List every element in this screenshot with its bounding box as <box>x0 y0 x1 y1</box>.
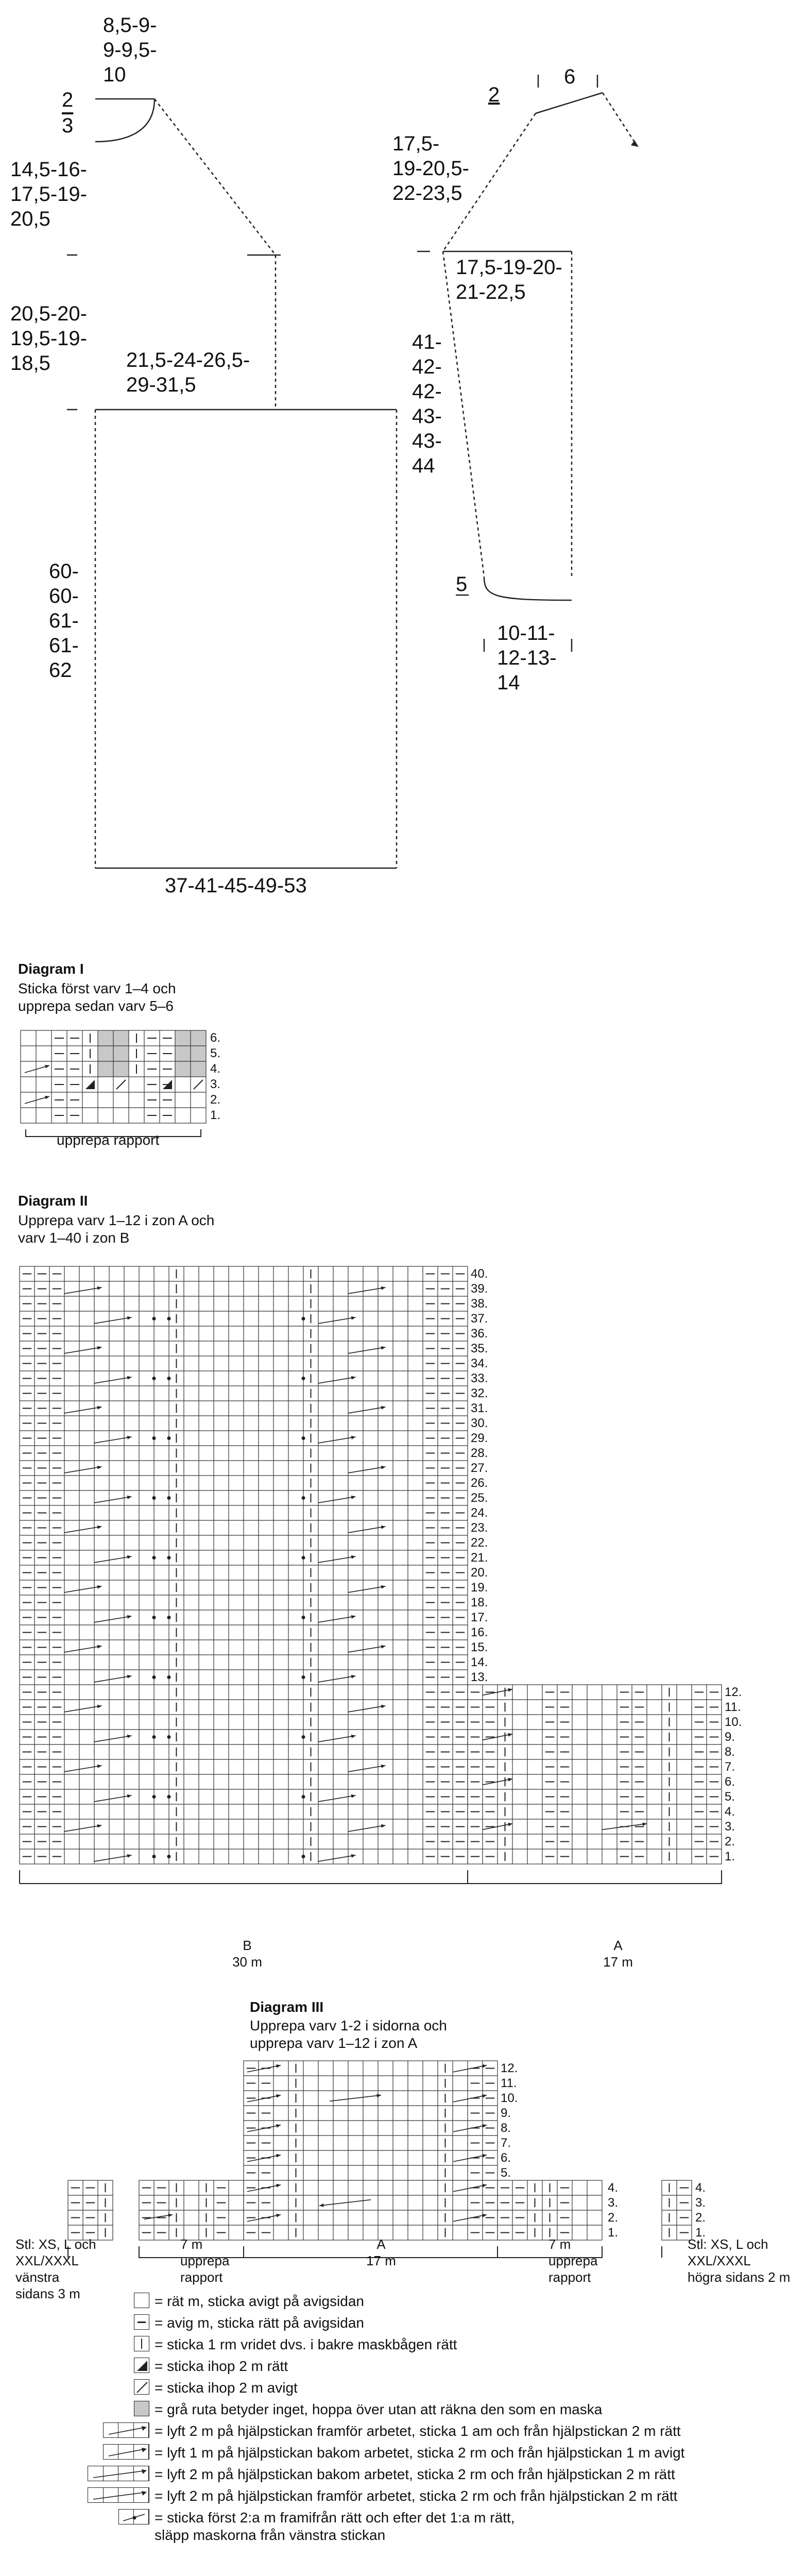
sleeve-top-width: 6 <box>564 65 576 88</box>
diagram2-row-number: 30. <box>471 1416 488 1430</box>
blank-icon <box>57 2293 155 2308</box>
cable-arrow <box>453 2095 487 2102</box>
diagram2-row-number: 17. <box>471 1611 488 1624</box>
arrow-head <box>351 1854 356 1858</box>
cable-arrow <box>318 1616 356 1622</box>
legend-text: = sticka ihop 2 m avigt <box>155 2380 298 2396</box>
grey-cell <box>175 1030 191 1046</box>
dot-mark <box>167 1436 171 1440</box>
diagram2-desc: Upprepa varv 1–12 i zon A och varv 1–40 i zon B <box>18 1212 215 1246</box>
arrow-head <box>351 1735 356 1738</box>
diagram2-row-number: 3. <box>725 1820 735 1834</box>
diagram1-row-number: 2. <box>210 1093 221 1107</box>
arrow-head <box>508 1733 512 1737</box>
dot-mark <box>302 1675 305 1679</box>
legend-row <box>57 2422 798 2444</box>
arrow-head <box>381 1824 386 1828</box>
arrow-head <box>97 1765 102 1768</box>
arrow-head <box>351 1675 356 1679</box>
arrow-head <box>127 1794 132 1798</box>
diagram2-row-number: 33. <box>471 1371 488 1385</box>
diagram3-row-number: 9. <box>501 2106 511 2120</box>
body-length-label: 60- 60- 61- 61- 62 <box>49 560 79 682</box>
diagram3-row-number: 10. <box>501 2091 518 2105</box>
shoulder-width-label: 8,5-9- 9-9,5- 10 <box>103 14 157 86</box>
arrow-head <box>642 1822 647 1826</box>
cable-arrow <box>348 1706 386 1712</box>
legend-text: = sticka först 2:a m framifrån rätt och efter det 1:a m rätt, släpp maskorna från vänstra stickan <box>155 2510 515 2543</box>
dot-mark <box>302 1616 305 1619</box>
cable-arrow <box>318 1795 356 1802</box>
arrow-head <box>276 2064 281 2068</box>
legend-text: = grå ruta betyder inget, hoppa över utan att räkna den som en maska <box>155 2401 603 2417</box>
arrow-head <box>276 2154 281 2158</box>
arrow-head <box>276 2124 281 2128</box>
legend-row <box>57 2314 798 2336</box>
dot-mark <box>302 1377 305 1380</box>
diagram3-row-number: 1. <box>695 2226 706 2240</box>
arrow-head <box>351 1555 356 1559</box>
p2tog-mark <box>194 1080 203 1089</box>
arrow-head <box>127 1735 132 1738</box>
diagram3-left-side: Stl: XS, L och XXL/XXXL vänstra sidans 3 m <box>15 2236 96 2301</box>
cable-arrow <box>318 1556 356 1563</box>
diagram2-zone-a-grid <box>468 1685 722 1864</box>
cable-arrow <box>64 1766 102 1772</box>
arrow-head <box>482 2124 487 2128</box>
cable-arrow <box>348 1586 386 1592</box>
k2tog-icon <box>57 2358 155 2373</box>
dot-mark <box>152 1496 156 1500</box>
diagram3-right-side: Stl: XS, L och XXL/XXXL högra sidans 2 m <box>688 2236 791 2285</box>
dot-mark <box>152 1616 156 1619</box>
arrow-head <box>482 2184 487 2188</box>
cable-arrow <box>64 1825 102 1832</box>
dot-mark <box>302 1795 305 1799</box>
neck-depth-bottom: 3 <box>62 114 74 137</box>
p2tog-icon <box>57 2379 155 2395</box>
cable-arrow <box>453 2125 487 2132</box>
dot-mark <box>152 1855 156 1858</box>
diagram3-row-number: 2. <box>695 2211 706 2225</box>
diagram3-row-number: 3. <box>695 2196 706 2210</box>
arrow-head <box>482 2094 487 2098</box>
cuff-width-label: 10-11- 12-13- 14 <box>497 622 557 694</box>
diagram2-row-number: 10. <box>725 1715 742 1729</box>
diagram3-row-number: 12. <box>501 2061 518 2075</box>
legend-row <box>57 2444 798 2466</box>
cable-arrow <box>64 1646 102 1652</box>
arrow-head <box>381 1286 386 1290</box>
cable-arrow <box>318 1736 356 1742</box>
dot-mark <box>302 1556 305 1560</box>
grey-cell <box>175 1046 191 1061</box>
arrow-head <box>381 1585 386 1589</box>
arrow-head <box>97 1346 102 1350</box>
cable-arrow <box>64 1467 102 1473</box>
dot-mark <box>302 1855 305 1858</box>
legend-text: = rät m, sticka avigt på avigsidan <box>155 2293 364 2309</box>
cable-arrow <box>318 1855 356 1861</box>
diagram3-row-number: 5. <box>501 2166 511 2180</box>
cable-arrow <box>318 1377 356 1383</box>
diagram3-row-number: 2. <box>608 2211 619 2225</box>
diagram2-row-number: 23. <box>471 1521 488 1535</box>
side-upper-label: 20,5-20- 19,5-19- 18,5 <box>10 302 87 375</box>
arrow-head <box>127 1615 132 1619</box>
arrow-head <box>97 1286 102 1290</box>
diagram3-desc: Upprepa varv 1-2 i sidorna och upprepa varv 1–12 i zon A <box>250 2018 447 2051</box>
diagram1-footer: upprepa rapport <box>57 1132 160 1148</box>
diagram2-row-number: 34. <box>471 1357 488 1370</box>
arrow-head <box>381 1526 386 1529</box>
grey-cell <box>191 1046 206 1061</box>
diagram1-chart <box>15 1025 232 1144</box>
diagram3-row-number: 11. <box>501 2076 517 2090</box>
grey-cell <box>113 1061 129 1077</box>
legend-row <box>57 2293 798 2314</box>
arrow-head <box>45 1065 49 1069</box>
cable-arrow <box>94 1497 132 1503</box>
sleeve-cap-label: 17,5- 19-20,5- 22-23,5 <box>392 132 469 205</box>
cable-arrow <box>64 1706 102 1712</box>
arrow-head <box>97 1824 102 1828</box>
diagram2-row-number: 39. <box>471 1282 488 1296</box>
dot-mark <box>167 1795 171 1799</box>
diagram2-row-number: 1. <box>725 1850 735 1863</box>
cable-arrow <box>348 1527 386 1533</box>
diagram1-row-number: 1. <box>210 1108 221 1122</box>
cable-arrow <box>318 1497 356 1503</box>
diagram3-left-rep-grid <box>139 2180 244 2240</box>
diagram2-row-number: 27. <box>471 1461 488 1475</box>
k2tog-mark <box>85 1080 95 1089</box>
dot-mark <box>167 1556 171 1560</box>
arrow-head <box>351 1794 356 1798</box>
cable-arrow <box>94 1795 132 1802</box>
arrow-head <box>381 1346 386 1350</box>
arrow-head <box>45 1096 49 1099</box>
legend-row <box>57 2336 798 2358</box>
grey-cell <box>98 1046 113 1061</box>
zone-bracket <box>20 1870 722 1884</box>
diagram2-chart <box>0 1257 796 1947</box>
dot-mark <box>152 1795 156 1799</box>
diagram2-row-number: 18. <box>471 1596 488 1609</box>
diagram3-right-rep: 7 m upprepa rapport <box>548 2236 598 2285</box>
arrow-head <box>97 1466 102 1469</box>
legend-row <box>57 2358 798 2379</box>
diagram2-row-number: 15. <box>471 1640 488 1654</box>
diagram2-row-number: 25. <box>471 1491 488 1505</box>
diagram2-row-number: 28. <box>471 1446 488 1460</box>
grey-cell <box>191 1030 206 1046</box>
cable-arrow <box>94 1377 132 1383</box>
legend-row <box>57 2509 798 2548</box>
neck-depth-top: 2 <box>62 89 74 111</box>
dot-mark <box>152 1735 156 1739</box>
sleeve-length-label: 41- 42- 42- 43- 43- 44 <box>412 331 442 477</box>
cable-arrow <box>453 2065 487 2072</box>
arrow-head <box>276 2094 281 2098</box>
cable-arrow <box>94 1556 132 1563</box>
cable-arrow <box>94 1855 132 1861</box>
diagram3-row-number: 6. <box>501 2151 511 2165</box>
diagram2-row-number: 7. <box>725 1760 735 1774</box>
diagram1-desc: Sticka först varv 1–4 och upprepa sedan varv 5–6 <box>18 980 176 1014</box>
diagram2-row-number: 20. <box>471 1566 488 1580</box>
cable-arrow <box>64 1287 102 1294</box>
cable-arrow <box>318 1676 356 1682</box>
legend-row <box>57 2487 798 2509</box>
symbol-legend <box>57 2293 798 2548</box>
vbar-icon <box>57 2336 155 2351</box>
arrow-head <box>381 1705 386 1708</box>
legend-row <box>57 2466 798 2487</box>
dot-mark <box>152 1556 156 1560</box>
diagram2-zone-a-label: A 17 m <box>603 1938 633 1970</box>
cable-arrow <box>94 1676 132 1682</box>
grey-cell <box>191 1061 206 1077</box>
body-width-label: 37-41-45-49-53 <box>165 874 307 897</box>
legend-text: = lyft 2 m på hjälpstickan framför arbetet, sticka 2 rm och från hjälpstickan 2 m rätt <box>155 2488 678 2504</box>
arrow-head <box>97 1406 102 1410</box>
dot-mark <box>152 1675 156 1679</box>
cable-arrow <box>453 2185 487 2192</box>
cable-arrow <box>94 1317 132 1324</box>
cable-arrow <box>64 1586 102 1592</box>
arrow-head <box>381 1406 386 1410</box>
cuff-depth-label: 5 <box>456 573 468 596</box>
arrow-head <box>508 1778 512 1782</box>
diagram1-row-number: 4. <box>210 1062 221 1076</box>
diagram3-right-side-grid <box>662 2180 692 2240</box>
diagram2-row-number: 31. <box>471 1401 488 1415</box>
cable-arrow <box>348 1467 386 1473</box>
diagram2-row-number: 4. <box>725 1805 735 1819</box>
arrow-head <box>97 1526 102 1529</box>
arrow-head <box>351 1376 356 1380</box>
grey-icon <box>57 2401 155 2416</box>
dot-mark <box>167 1735 171 1739</box>
cable-arrow <box>348 1347 386 1353</box>
diagram3-row-number: 1. <box>608 2226 619 2240</box>
diagram2-row-number: 12. <box>725 1685 742 1699</box>
diagram1-title: Diagram I <box>18 961 84 977</box>
dot-mark <box>152 1377 156 1380</box>
arrow-head <box>276 2184 281 2188</box>
diagram3-row-number: 3. <box>608 2196 619 2210</box>
cable-arrow <box>318 1317 356 1324</box>
arrow-head <box>276 2214 281 2217</box>
arrow-head <box>482 2214 487 2217</box>
diagram2-title: Diagram II <box>18 1193 88 1209</box>
diagram2-zone-b-grid <box>20 1266 468 1864</box>
arrow-head <box>381 1765 386 1768</box>
dot-icon <box>57 2509 155 2524</box>
diagram2-zone-b-label: B 30 m <box>232 1938 262 1970</box>
grey-cell <box>175 1061 191 1077</box>
legend-row <box>57 2379 798 2401</box>
diagram3-row-number: 4. <box>695 2181 706 2195</box>
legend-text: = avig m, sticka rätt på avigsidan <box>155 2315 364 2331</box>
cable-arrow <box>348 1287 386 1294</box>
arrow-head <box>381 1645 386 1649</box>
diagram3-row-number: 7. <box>501 2136 511 2150</box>
diagram2-row-number: 19. <box>471 1581 488 1595</box>
arrow-head <box>168 2214 173 2217</box>
arrow-head <box>482 2154 487 2158</box>
arrow-head <box>127 1376 132 1380</box>
diagram2-row-number: 22. <box>471 1536 488 1550</box>
legend-text: = lyft 2 m på hjälpstickan bakom arbetet, sticka 2 rm och från hjälpstickan 2 m rätt <box>155 2466 675 2482</box>
arrow-head <box>127 1675 132 1679</box>
legend-row <box>57 2401 798 2422</box>
diagram2-row-number: 24. <box>471 1506 488 1520</box>
legend-text: = sticka ihop 2 m rätt <box>155 2358 288 2374</box>
diagram2-row-number: 29. <box>471 1431 488 1445</box>
diagram2-row-number: 35. <box>471 1342 488 1355</box>
diagram3-title: Diagram III <box>250 1999 324 2015</box>
diagram2-row-number: 37. <box>471 1312 488 1326</box>
arrow-head <box>127 1496 132 1499</box>
diagram2-row-number: 40. <box>471 1267 488 1281</box>
c3-icon <box>57 2466 155 2481</box>
dot-mark <box>152 1317 156 1320</box>
c2-icon <box>57 2444 155 2460</box>
sleeve-upper-width-label: 17,5-19-20- 21-22,5 <box>456 256 562 303</box>
dot-mark <box>302 1496 305 1500</box>
arrow-head <box>381 1466 386 1469</box>
diagram2-row-number: 8. <box>725 1745 735 1759</box>
dot-mark <box>167 1616 171 1619</box>
p2tog-mark <box>116 1080 126 1089</box>
cable-arrow <box>348 1407 386 1413</box>
arrow-head <box>97 1705 102 1708</box>
diagram2-row-number: 36. <box>471 1327 488 1341</box>
arrow-head <box>508 1823 512 1826</box>
diagram2-row-number: 16. <box>471 1625 488 1639</box>
arrow-head <box>127 1854 132 1858</box>
arrow-head <box>127 1555 132 1559</box>
chest-half-label: 21,5-24-26,5- 29-31,5 <box>126 349 250 396</box>
cable-arrow <box>330 2095 381 2102</box>
cable-arrow <box>64 1407 102 1413</box>
dash-icon <box>57 2314 155 2330</box>
cable-arrow <box>64 1527 102 1533</box>
arrow-head <box>482 2064 487 2068</box>
grey-cell <box>98 1030 113 1046</box>
cable-arrow <box>348 1825 386 1832</box>
diagram2-row-number: 14. <box>471 1655 488 1669</box>
diagram1-row-number: 3. <box>210 1077 221 1091</box>
c3-icon <box>57 2487 155 2503</box>
legend-text: = sticka 1 rm vridet dvs. i bakre maskbågen rätt <box>155 2336 457 2352</box>
legend-text: = lyft 2 m på hjälpstickan framför arbetet, sticka 1 am och från hjälpstickan 2 m rätt <box>155 2423 681 2439</box>
diagram3-row-number: 4. <box>608 2181 619 2195</box>
cable-arrow <box>94 1616 132 1622</box>
cable-arrow <box>144 2215 173 2219</box>
diagram2-row-number: 5. <box>725 1790 735 1804</box>
diagram3-center-grid <box>244 2061 498 2240</box>
diagram2-row-number: 26. <box>471 1476 488 1490</box>
diagram3-row-number: 8. <box>501 2121 511 2135</box>
diagram1-row-number: 6. <box>210 1031 221 1045</box>
grey-cell <box>113 1030 129 1046</box>
dot-mark <box>167 1855 171 1858</box>
cable-arrow <box>64 1347 102 1353</box>
arrow-head <box>97 1645 102 1649</box>
diagram2-row-number: 9. <box>725 1730 735 1744</box>
diagram2-row-number: 38. <box>471 1297 488 1311</box>
arrow-head <box>508 1688 512 1692</box>
diagram2-row-number: 13. <box>471 1670 488 1684</box>
grey-cell <box>98 1061 113 1077</box>
diagram3-left-side-grid <box>68 2180 113 2240</box>
dot-mark <box>302 1436 305 1440</box>
diagram1-row-number: 5. <box>210 1046 221 1060</box>
diagram2-row-number: 21. <box>471 1551 488 1565</box>
cable-arrow <box>318 1437 356 1443</box>
arrow-head <box>127 1436 132 1439</box>
arrow-head <box>127 1316 132 1320</box>
sleeve-top-left: 2 <box>488 83 500 106</box>
diagram3-left-rep: 7 m upprepa rapport <box>180 2236 230 2285</box>
cable-arrow <box>348 1646 386 1652</box>
cable-arrow <box>453 2155 487 2162</box>
armhole-label: 14,5-16- 17,5-19- 20,5 <box>10 158 87 230</box>
c2-icon <box>57 2422 155 2438</box>
diagram2-row-number: 11. <box>725 1700 741 1714</box>
arrow-head <box>351 1615 356 1619</box>
diagram2-row-number: 32. <box>471 1386 488 1400</box>
arrow-head <box>351 1316 356 1320</box>
dot-mark <box>302 1735 305 1739</box>
dot-mark <box>302 1317 305 1320</box>
arrow-head <box>351 1436 356 1439</box>
dot-mark <box>167 1317 171 1320</box>
legend-text: = lyft 1 m på hjälpstickan bakom arbetet, sticka 2 rm och från hjälpstickan 1 m avigt <box>155 2445 685 2461</box>
arrow-head <box>351 1496 356 1499</box>
cable-arrow <box>94 1736 132 1742</box>
diagram2-row-number: 6. <box>725 1775 735 1789</box>
diagram2-row-number: 2. <box>725 1835 735 1849</box>
grey-cell <box>113 1046 129 1061</box>
dot-mark <box>167 1496 171 1500</box>
dot-mark <box>152 1436 156 1440</box>
dot-mark <box>167 1675 171 1679</box>
cable-arrow <box>94 1437 132 1443</box>
cable-arrow <box>453 2215 487 2222</box>
dot-mark <box>167 1377 171 1380</box>
cable-arrow <box>348 1766 386 1772</box>
arrow-head <box>97 1585 102 1589</box>
diagram3-zone-a: A 17 m <box>366 2236 396 2268</box>
